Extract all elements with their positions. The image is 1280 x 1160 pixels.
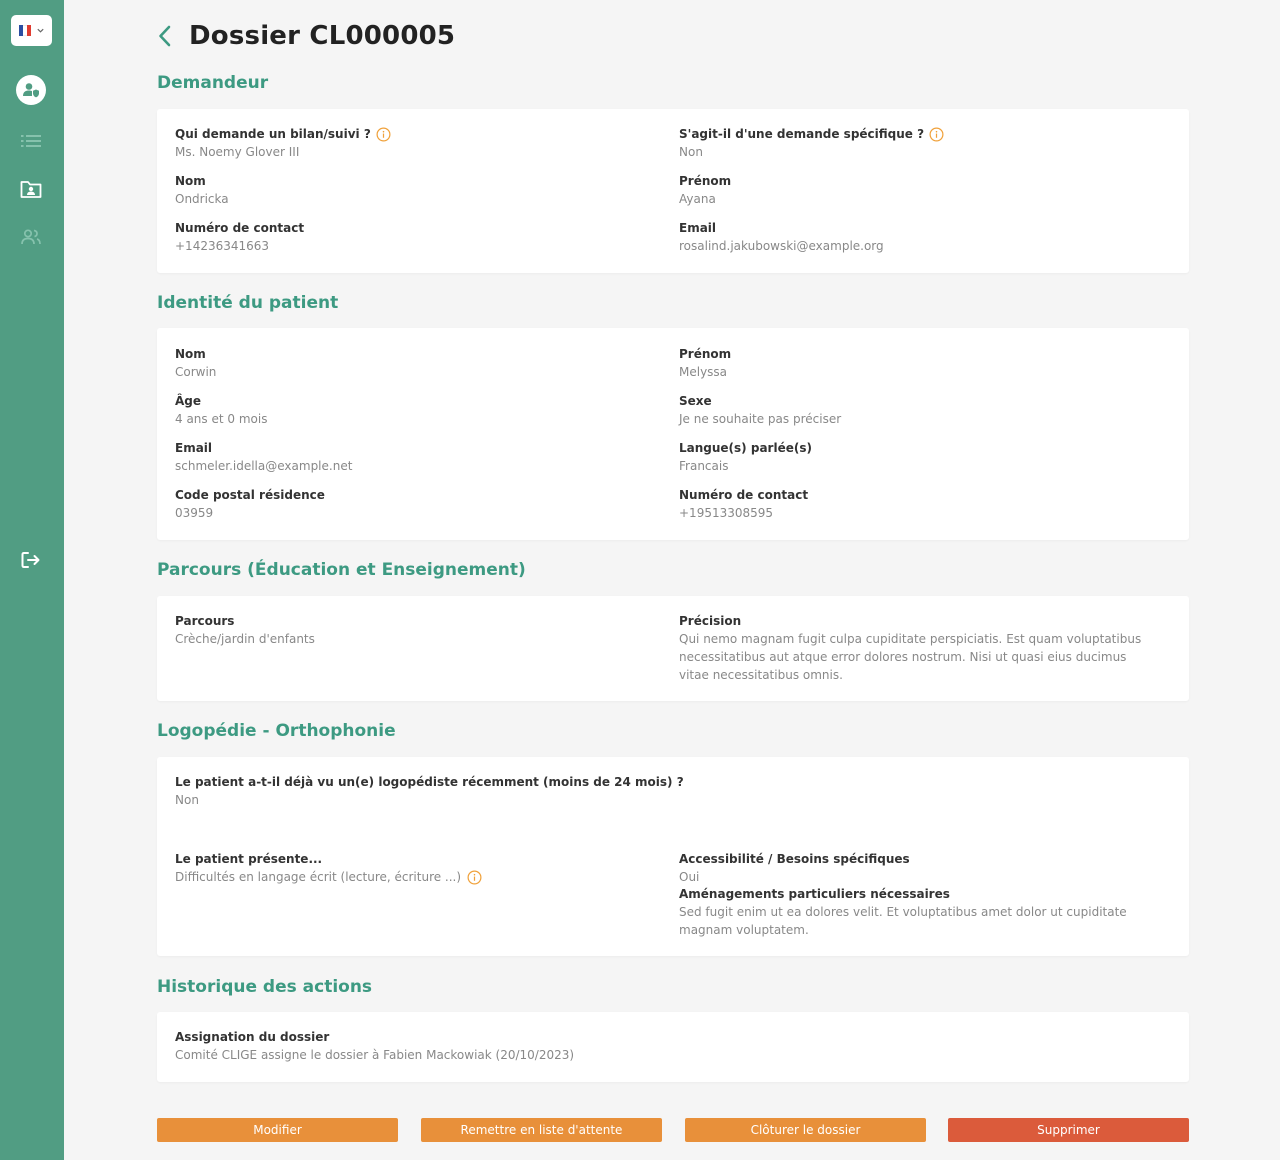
- french-flag-icon: [19, 25, 32, 36]
- field-label: Numéro de contact: [175, 221, 305, 235]
- card-historique: [157, 1012, 1189, 1082]
- field-label: Qui demande un bilan/suivi ?: [175, 127, 371, 141]
- field-value: Corwin: [175, 365, 217, 379]
- field-email: [679, 220, 884, 255]
- field-value: 03959: [175, 506, 214, 520]
- info-icon[interactable]: [376, 127, 391, 142]
- field-label: Accessibilité / Besoins spécifiques: [679, 852, 910, 866]
- field-label: Le patient présente...: [175, 852, 323, 866]
- field-label: Aménagements particuliers nécessaires: [679, 887, 950, 901]
- info-icon[interactable]: [467, 870, 482, 885]
- history-entry: [175, 1029, 574, 1064]
- field-age: [175, 393, 267, 428]
- field-value: Comité CLIGE assigne le dossier à Fabien Mackowiak (20/10/2023): [175, 1048, 575, 1062]
- back-button[interactable]: [157, 21, 179, 51]
- field-label: Prénom: [679, 347, 732, 361]
- field-nom: [175, 346, 216, 381]
- field-langues: [679, 440, 812, 475]
- field-value: Melyssa: [679, 365, 728, 379]
- delete-button[interactable]: Supprimer: [948, 1118, 1189, 1142]
- sidebar-item-list[interactable]: [14, 124, 48, 158]
- section-title-historique: Historique des actions: [157, 977, 373, 997]
- field-value: Ayana: [679, 192, 716, 206]
- field-qui-demande: [175, 126, 391, 161]
- field-label: Âge: [175, 394, 202, 408]
- field-label: S'agit-il d'une demande spécifique ?: [679, 127, 925, 141]
- field-label: Prénom: [679, 174, 732, 188]
- field-label: Assignation du dossier: [175, 1030, 330, 1044]
- sidebar-item-users[interactable]: [14, 220, 48, 254]
- sidebar-item-patient-requests[interactable]: [14, 73, 48, 107]
- section-title-patient: Identité du patient: [157, 293, 339, 313]
- sidebar: [0, 0, 64, 1160]
- field-label: Langue(s) parlée(s): [679, 441, 812, 455]
- field-value: Crèche/jardin d'enfants: [175, 632, 315, 646]
- logout-icon: [20, 550, 42, 570]
- field-email: [175, 440, 352, 475]
- field-prenom: [679, 173, 731, 208]
- page-title: Dossier CL000005: [189, 21, 456, 51]
- field-prenom: [679, 346, 731, 381]
- field-value: Ms. Noemy Glover III: [175, 145, 300, 159]
- page-header: [157, 18, 455, 54]
- field-value: Difficultés en langage écrit (lecture, écriture ...): [175, 870, 462, 884]
- section-title-demandeur: Demandeur: [157, 73, 269, 93]
- field-deja-vu: [175, 774, 684, 809]
- field-value: Je ne souhaite pas préciser: [679, 412, 842, 426]
- field-value: 4 ans et 0 mois: [175, 412, 268, 426]
- field-value: Ondricka: [175, 192, 229, 206]
- chevron-left-icon: [157, 23, 173, 49]
- card-parcours: [157, 596, 1189, 701]
- waitlist-button[interactable]: Remettre en liste d'attente: [421, 1118, 662, 1142]
- list-icon: [19, 131, 43, 151]
- card-demandeur: [157, 109, 1189, 273]
- card-patient: [157, 328, 1189, 540]
- field-value: +14236341663: [175, 239, 270, 253]
- field-value: +19513308595: [679, 506, 774, 520]
- field-value: Francais: [679, 459, 729, 473]
- field-code-postal: [175, 487, 325, 522]
- field-label: Le patient a-t-il déjà vu un(e) logopédiste récemment (moins de 24 mois) ?: [175, 775, 684, 789]
- chevron-down-icon: [36, 26, 45, 35]
- field-nom: [175, 173, 229, 208]
- user-shield-icon: [21, 80, 41, 100]
- field-label: Code postal résidence: [175, 488, 325, 502]
- language-selector[interactable]: [11, 15, 52, 46]
- users-icon: [19, 227, 43, 247]
- logout-button[interactable]: [14, 543, 48, 577]
- field-parcours: [175, 613, 315, 648]
- field-label: Email: [175, 441, 213, 455]
- field-label: Sexe: [679, 394, 712, 408]
- field-value: Qui nemo magnam fugit culpa cupiditate perspiciatis. Est quam voluptatibus necessitatibus aut atque error dolores nostrum. Nisi ut quasi eius ducimus vitae necessitatibus omnis.: [679, 632, 1142, 682]
- field-label: Nom: [175, 347, 206, 361]
- field-presente: [175, 851, 482, 886]
- field-label: Nom: [175, 174, 206, 188]
- field-sexe: [679, 393, 841, 428]
- field-demande-specifique: [679, 126, 944, 161]
- field-accessibilite: [679, 851, 1149, 939]
- field-label: Email: [679, 221, 717, 235]
- section-title-logopedie: Logopédie - Orthophonie: [157, 721, 396, 741]
- field-value: Non: [679, 145, 703, 159]
- field-value: rosalind.jakubowski@example.org: [679, 239, 884, 253]
- info-icon[interactable]: [929, 127, 944, 142]
- modify-button[interactable]: Modifier: [157, 1118, 398, 1142]
- field-label: Précision: [679, 614, 742, 628]
- section-title-parcours: Parcours (Éducation et Enseignement): [157, 560, 526, 580]
- close-file-button[interactable]: Clôturer le dossier: [685, 1118, 926, 1142]
- field-label: Parcours: [175, 614, 235, 628]
- field-label: Numéro de contact: [679, 488, 809, 502]
- sidebar-item-folders[interactable]: [14, 172, 48, 206]
- field-value: Oui: [679, 870, 700, 884]
- field-value: Sed fugit enim ut ea dolores velit. Et voluptatibus amet dolor ut cupiditate magnam voluptatem.: [679, 905, 1127, 937]
- field-contact: [679, 487, 808, 522]
- folder-user-icon: [19, 178, 43, 200]
- field-contact: [175, 220, 304, 255]
- field-value: Non: [175, 793, 199, 807]
- field-precision: [679, 613, 1159, 684]
- field-value: schmeler.idella@example.net: [175, 459, 353, 473]
- card-logopedie: [157, 757, 1189, 956]
